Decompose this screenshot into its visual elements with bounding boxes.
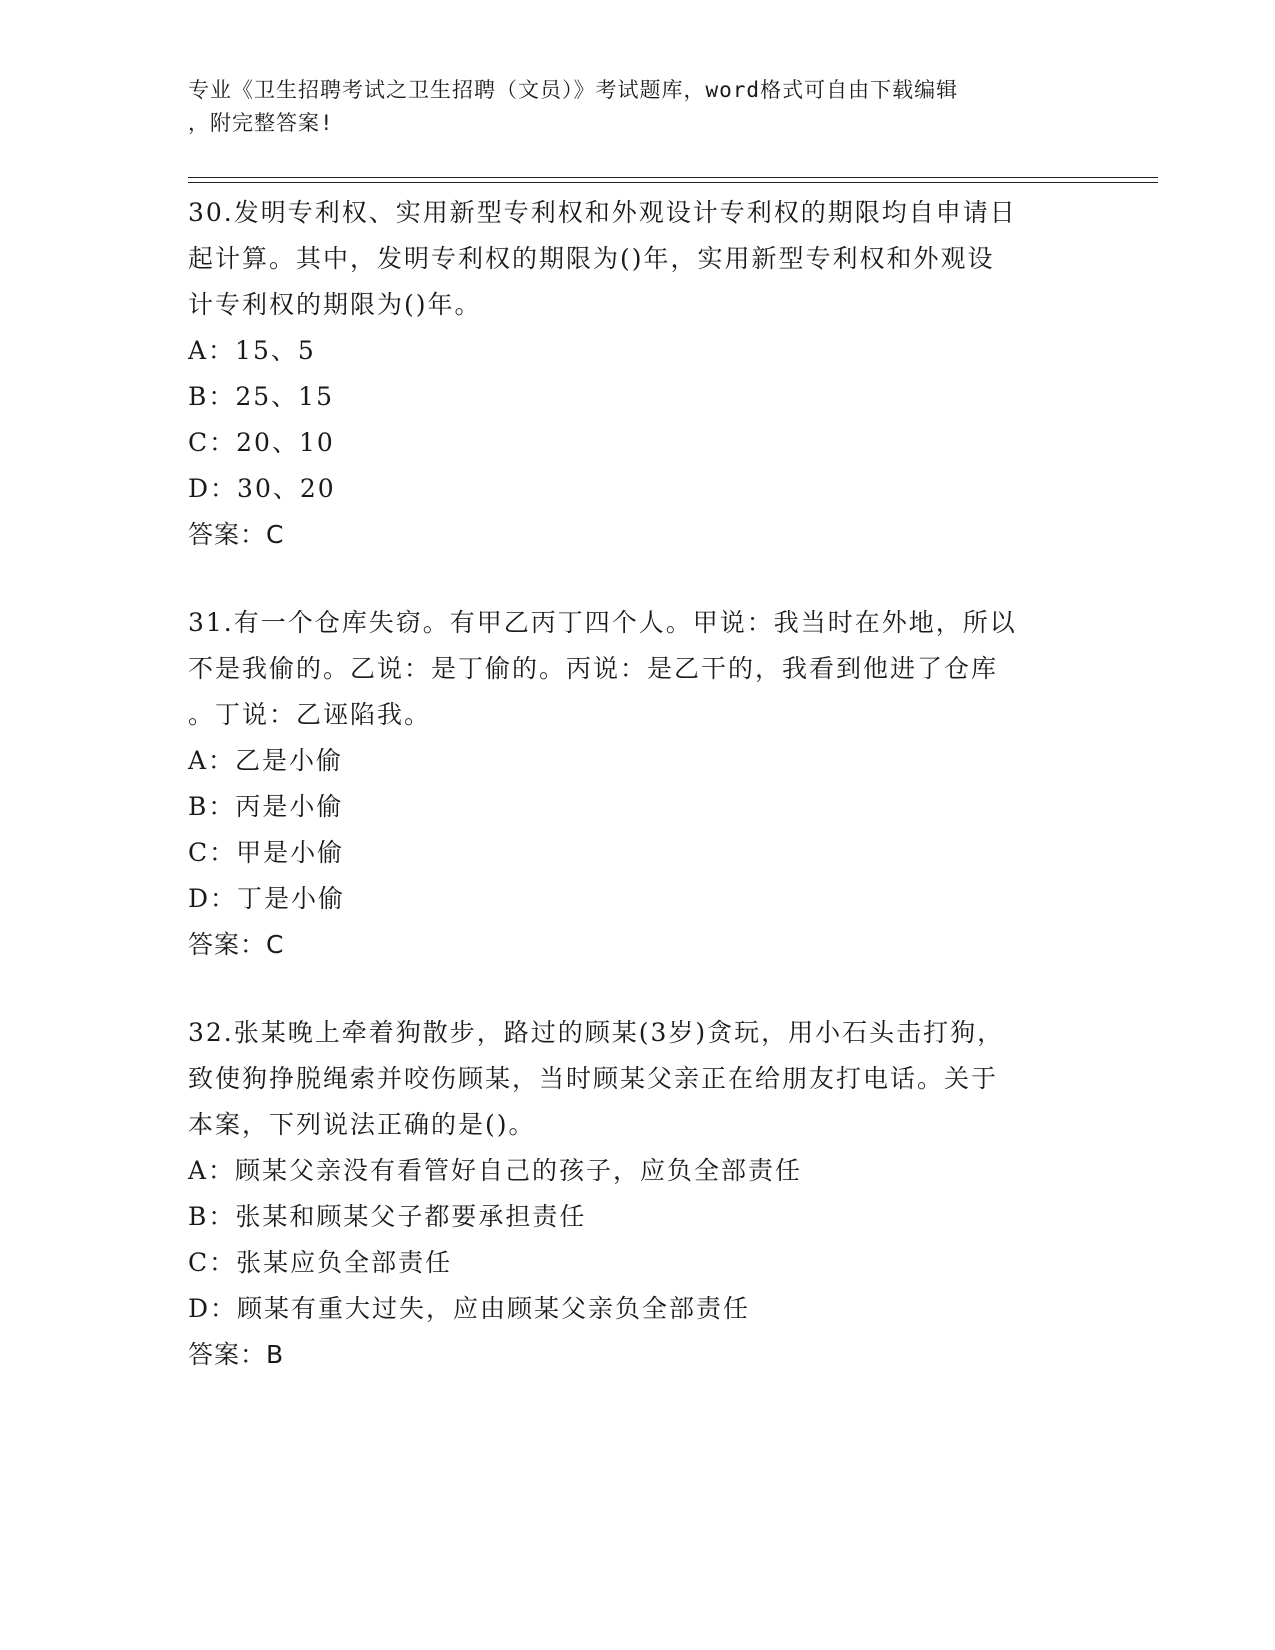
- question-30: [188, 190, 1088, 558]
- option-b: B：25、15: [188, 382, 334, 411]
- option-b: B：张某和顾某父子都要承担责任: [188, 1202, 587, 1231]
- answer-line: 答案：C: [188, 520, 285, 549]
- question-stem-line: 计专利权的期限为()年。: [188, 290, 482, 319]
- header-divider-top: [188, 177, 1158, 178]
- option-d: D：丁是小偷: [188, 884, 346, 913]
- question-stem-line: 31.有一个仓库失窃。有甲乙丙丁四个人。甲说：我当时在外地，所以: [188, 608, 1017, 637]
- option-a: A：15、5: [188, 336, 316, 365]
- option-d: D：30、20: [188, 474, 336, 503]
- option-c: C：20、10: [188, 428, 335, 457]
- option-c: C：甲是小偷: [188, 838, 345, 867]
- option-c: C：张某应负全部责任: [188, 1248, 453, 1277]
- option-d: D：顾某有重大过失，应由顾某父亲负全部责任: [188, 1294, 751, 1323]
- answer-line: 答案：B: [188, 1340, 285, 1369]
- question-stem-line: 。丁说：乙诬陷我。: [188, 700, 432, 729]
- header-divider-bottom: [188, 182, 1158, 183]
- question-stem-line: 本案，下列说法正确的是()。: [188, 1110, 536, 1139]
- question-stem-line: 起计算。其中，发明专利权的期限为()年，实用新型专利权和外观设: [188, 244, 995, 273]
- question-32: [188, 1010, 1088, 1378]
- question-stem-line: 32.张某晚上牵着狗散步，路过的顾某(3岁)贪玩，用小石头击打狗，: [188, 1018, 1005, 1047]
- option-a: A：乙是小偷: [188, 746, 344, 775]
- option-a: A：顾某父亲没有看管好自己的孩子，应负全部责任: [188, 1156, 803, 1185]
- document-header: [188, 74, 1068, 140]
- answer-line: 答案：C: [188, 930, 285, 959]
- header-line-1: 专业《卫生招聘考试之卫生招聘（文员）》考试题库，word格式可自由下载编辑: [188, 78, 959, 102]
- option-b: B：丙是小偷: [188, 792, 344, 821]
- question-stem-line: 30.发明专利权、实用新型专利权和外观设计专利权的期限均自申请日: [188, 198, 1017, 227]
- question-stem-line: 致使狗挣脱绳索并咬伤顾某，当时顾某父亲正在给朋友打电话。关于: [188, 1064, 999, 1093]
- question-stem-line: 不是我偷的。乙说：是丁偷的。丙说：是乙干的，我看到他进了仓库: [188, 654, 999, 683]
- question-31: [188, 600, 1088, 968]
- header-line-2: ，附完整答案!: [188, 111, 334, 135]
